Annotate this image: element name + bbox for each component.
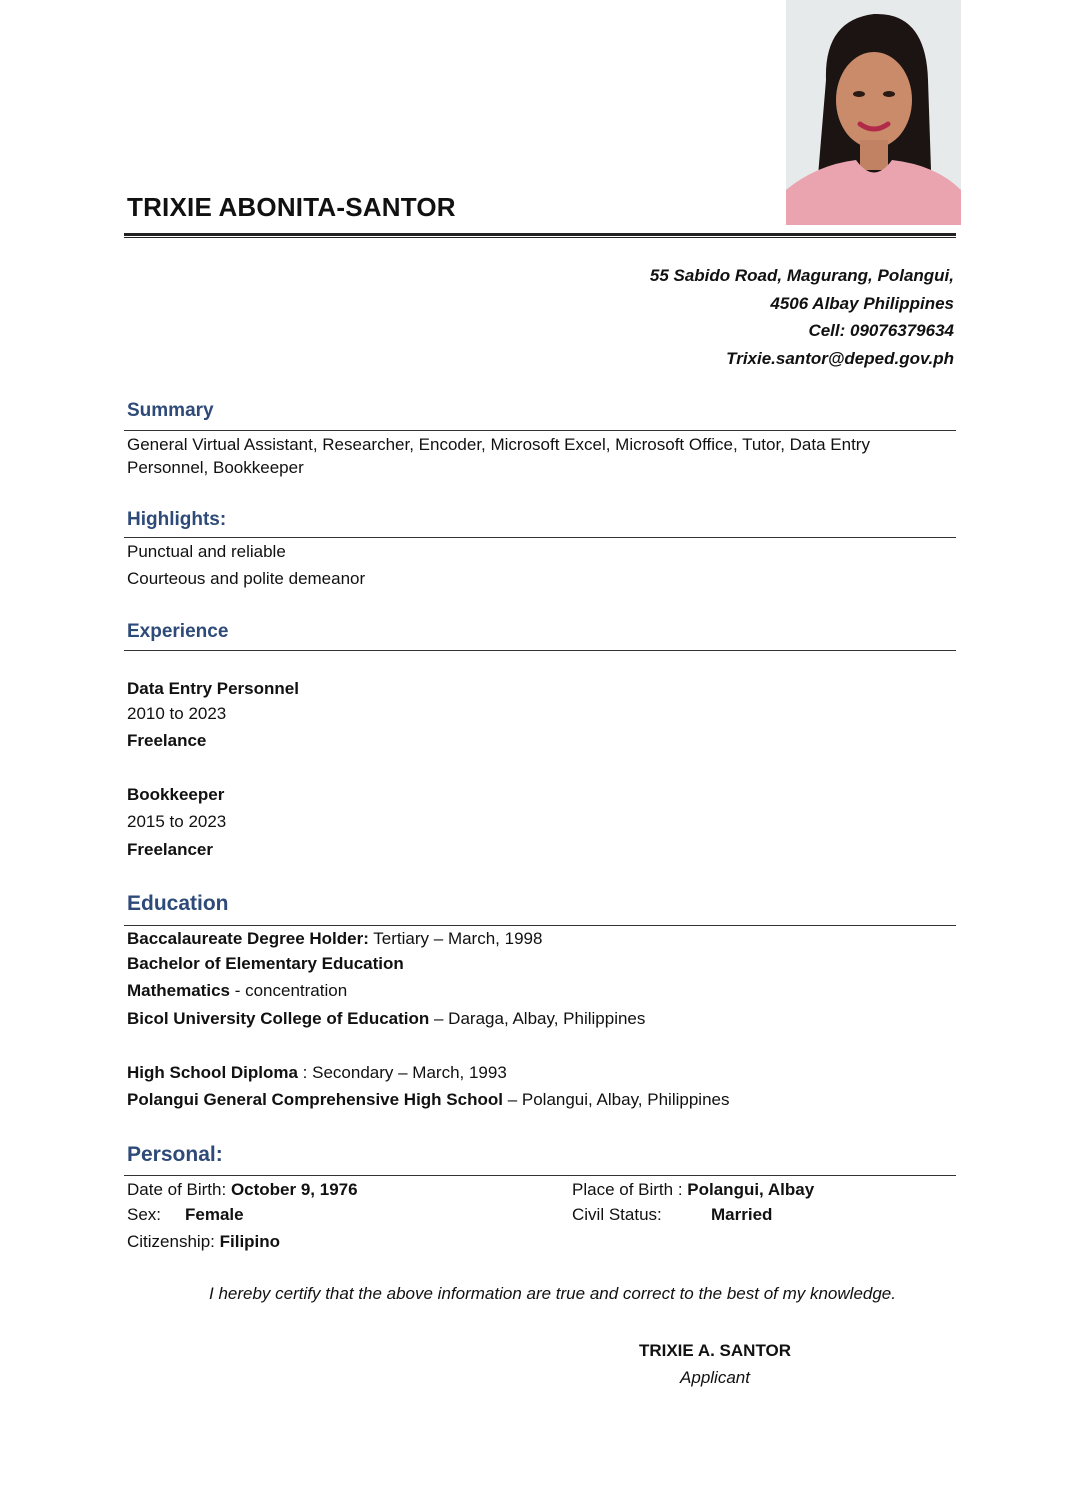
highschool-school: Polangui General Comprehensive High School bbox=[127, 1090, 503, 1109]
highlight-item: Punctual and reliable bbox=[127, 542, 286, 561]
highschool-line bbox=[127, 1059, 507, 1086]
college-degree-line bbox=[127, 925, 542, 952]
contact-block bbox=[650, 262, 954, 372]
degree-label: Baccalaureate Degree Holder: bbox=[127, 929, 369, 948]
sex-label: Sex: bbox=[127, 1205, 162, 1224]
job-years: 2010 to 2023 bbox=[127, 704, 227, 723]
citizenship-label: Citizenship: bbox=[127, 1232, 220, 1251]
summary-title: Summary bbox=[127, 400, 214, 421]
job-role: Bookkeeper bbox=[127, 785, 225, 804]
applicant-name: TRIXIE ABONITA-SANTOR bbox=[127, 192, 456, 222]
job-type: Freelancer bbox=[127, 840, 213, 859]
major: Mathematics bbox=[127, 981, 230, 1000]
highschool-location: – Polangui, Albay, Philippines bbox=[502, 1090, 730, 1109]
civil-status-value: Married bbox=[711, 1205, 773, 1224]
highschool-label: High School Diploma bbox=[127, 1063, 298, 1082]
highlight-item: Courteous and polite demeanor bbox=[127, 569, 366, 588]
summary-divider bbox=[124, 430, 956, 431]
civil-status-label: Civil Status: bbox=[572, 1205, 662, 1224]
degree-detail: Tertiary – March, 1998 bbox=[368, 929, 543, 948]
address-line-2: 4506 Albay Philippines bbox=[770, 293, 954, 313]
cell-number: Cell: 09076379634 bbox=[808, 321, 954, 340]
personal-title: Personal: bbox=[127, 1143, 223, 1166]
job-role: Data Entry Personnel bbox=[127, 679, 299, 698]
highlights-title: Highlights: bbox=[127, 509, 227, 530]
header-divider bbox=[124, 233, 956, 236]
sex-value: Female bbox=[185, 1205, 244, 1224]
dob-label: Date of Birth: bbox=[127, 1180, 231, 1199]
dob-value: October 9, 1976 bbox=[230, 1180, 358, 1199]
college-school: Bicol University College of Education bbox=[127, 1009, 430, 1028]
portrait-illustration bbox=[786, 0, 961, 225]
pob-label: Place of Birth : bbox=[572, 1180, 688, 1199]
pob-line bbox=[572, 1176, 814, 1203]
major-note: - concentration bbox=[229, 981, 348, 1000]
education-title: Education bbox=[127, 892, 229, 915]
experience-divider bbox=[124, 650, 956, 651]
job-type: Freelance bbox=[127, 731, 207, 750]
signature-name: TRIXIE A. SANTOR bbox=[638, 1341, 792, 1360]
applicant-photo bbox=[786, 0, 961, 225]
job-years: 2015 to 2023 bbox=[127, 812, 227, 831]
pob-value: Polangui, Albay bbox=[687, 1180, 815, 1199]
citizenship-line bbox=[127, 1228, 280, 1255]
header-divider-thin bbox=[124, 237, 956, 238]
summary-text: General Virtual Assistant, Researcher, Encoder, Microsoft Excel, Microsoft Office, Tutor, Data Entry Personnel, Bookkeeper bbox=[127, 435, 870, 477]
college-course: Bachelor of Elementary Education bbox=[127, 954, 404, 973]
signature-role: Applicant bbox=[680, 1368, 750, 1387]
highschool-detail: : Secondary – March, 1993 bbox=[297, 1063, 507, 1082]
college-major-line bbox=[127, 977, 347, 1004]
citizenship-value: Filipino bbox=[219, 1232, 281, 1251]
highschool-school-line bbox=[127, 1086, 729, 1113]
address-line-1: 55 Sabido Road, Magurang, Polangui, bbox=[649, 266, 954, 285]
college-school-line bbox=[127, 1005, 645, 1032]
email-address: Trixie.santor@deped.gov.ph bbox=[726, 348, 954, 368]
certification-statement: I hereby certify that the above information are true and correct to the best of my knowledge. bbox=[209, 1284, 896, 1303]
dob-line bbox=[127, 1176, 358, 1203]
college-location: – Daraga, Albay, Philippines bbox=[429, 1009, 646, 1028]
experience-title: Experience bbox=[127, 621, 229, 642]
